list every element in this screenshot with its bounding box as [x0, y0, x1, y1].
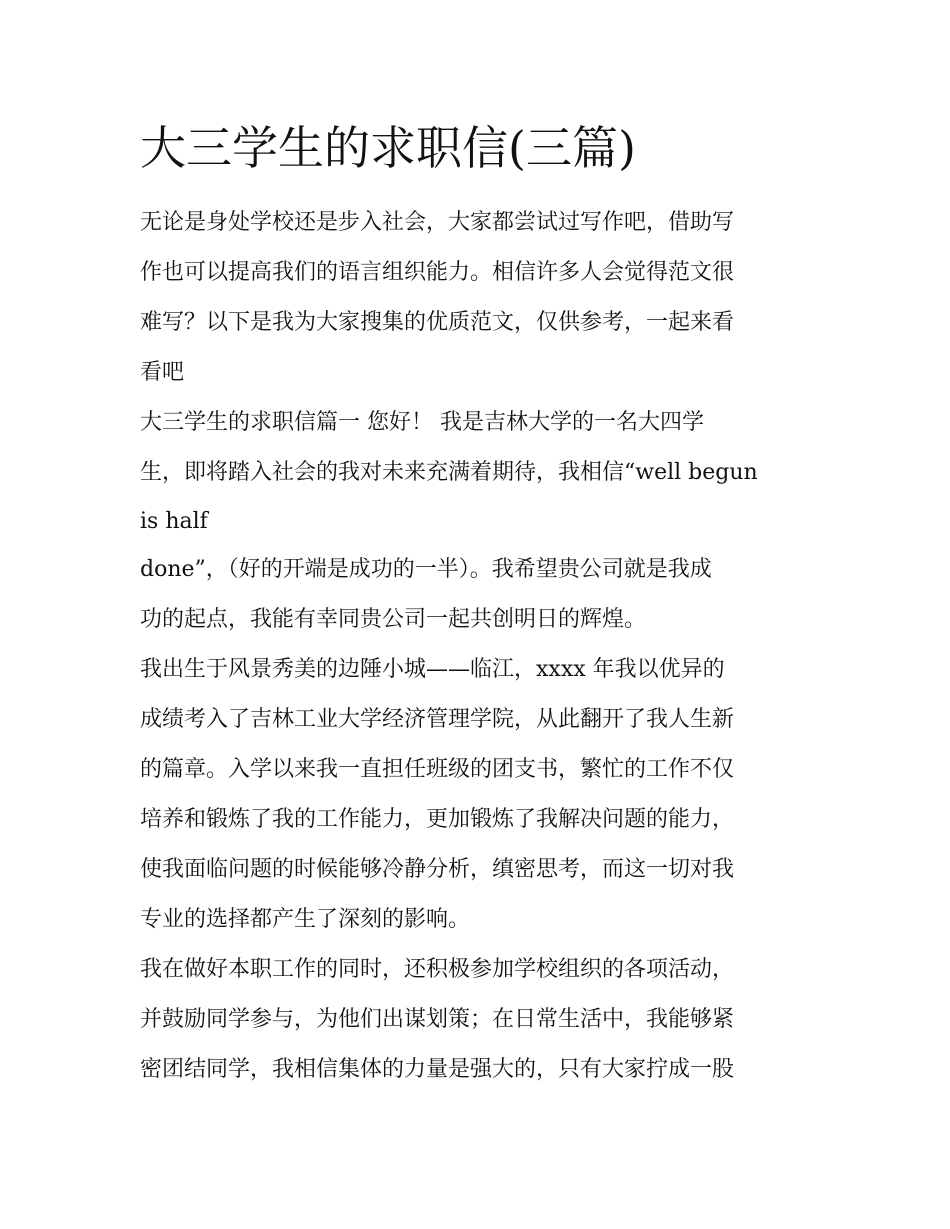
text-line: 我在做好本职工作的同时，还积极参加学校组织的各项活动，: [140, 957, 735, 982]
document-title: 大三学生的求职信(三篇): [140, 121, 636, 175]
text-line: done”，（好的开端是成功的一半）。我希望贵公司就是我成: [140, 557, 712, 582]
text-line: 难写？以下是我为大家搜集的优质范文，仅供参考，一起来看: [140, 310, 735, 335]
text-line: 专业的选择都产生了深刻的影响。: [140, 907, 471, 932]
text-line: 培养和锻炼了我的工作能力，更加锻炼了我解决问题的能力，: [140, 807, 735, 832]
text-line: 大三学生的求职信篇一 您好！ 我是吉林大学的一名大四学: [140, 410, 704, 435]
text-line: 作也可以提高我们的语言组织能力。相信许多人会觉得范文很: [140, 260, 735, 285]
text-line: 使我面临问题的时候能够冷静分析，缜密思考，而这一切对我: [140, 857, 735, 882]
text-line: 成绩考入了吉林工业大学经济管理学院，从此翻开了我人生新: [140, 707, 735, 732]
text-line: 功的起点，我能有幸同贵公司一起共创明日的辉煌。: [140, 607, 647, 632]
text-line: 生，即将踏入社会的我对未来充满着期待，我相信“well begun: [140, 460, 758, 485]
text-line: 并鼓励同学参与，为他们出谋划策；在日常生活中，我能够紧: [140, 1007, 735, 1032]
text-line: 的篇章。入学以来我一直担任班级的团支书，繁忙的工作不仅: [140, 757, 735, 782]
text-line: 我出生于风景秀美的边陲小城——临江，xxxx 年我以优异的: [140, 657, 725, 682]
text-line: is half: [140, 509, 208, 534]
document-body: [140, 198, 812, 1095]
text-line: 密团结同学，我相信集体的力量是强大的，只有大家拧成一股: [140, 1057, 735, 1082]
text-line: 看吧: [140, 360, 185, 385]
text-line: 无论是身处学校还是步入社会，大家都尝试过写作吧，借助写: [140, 210, 735, 235]
